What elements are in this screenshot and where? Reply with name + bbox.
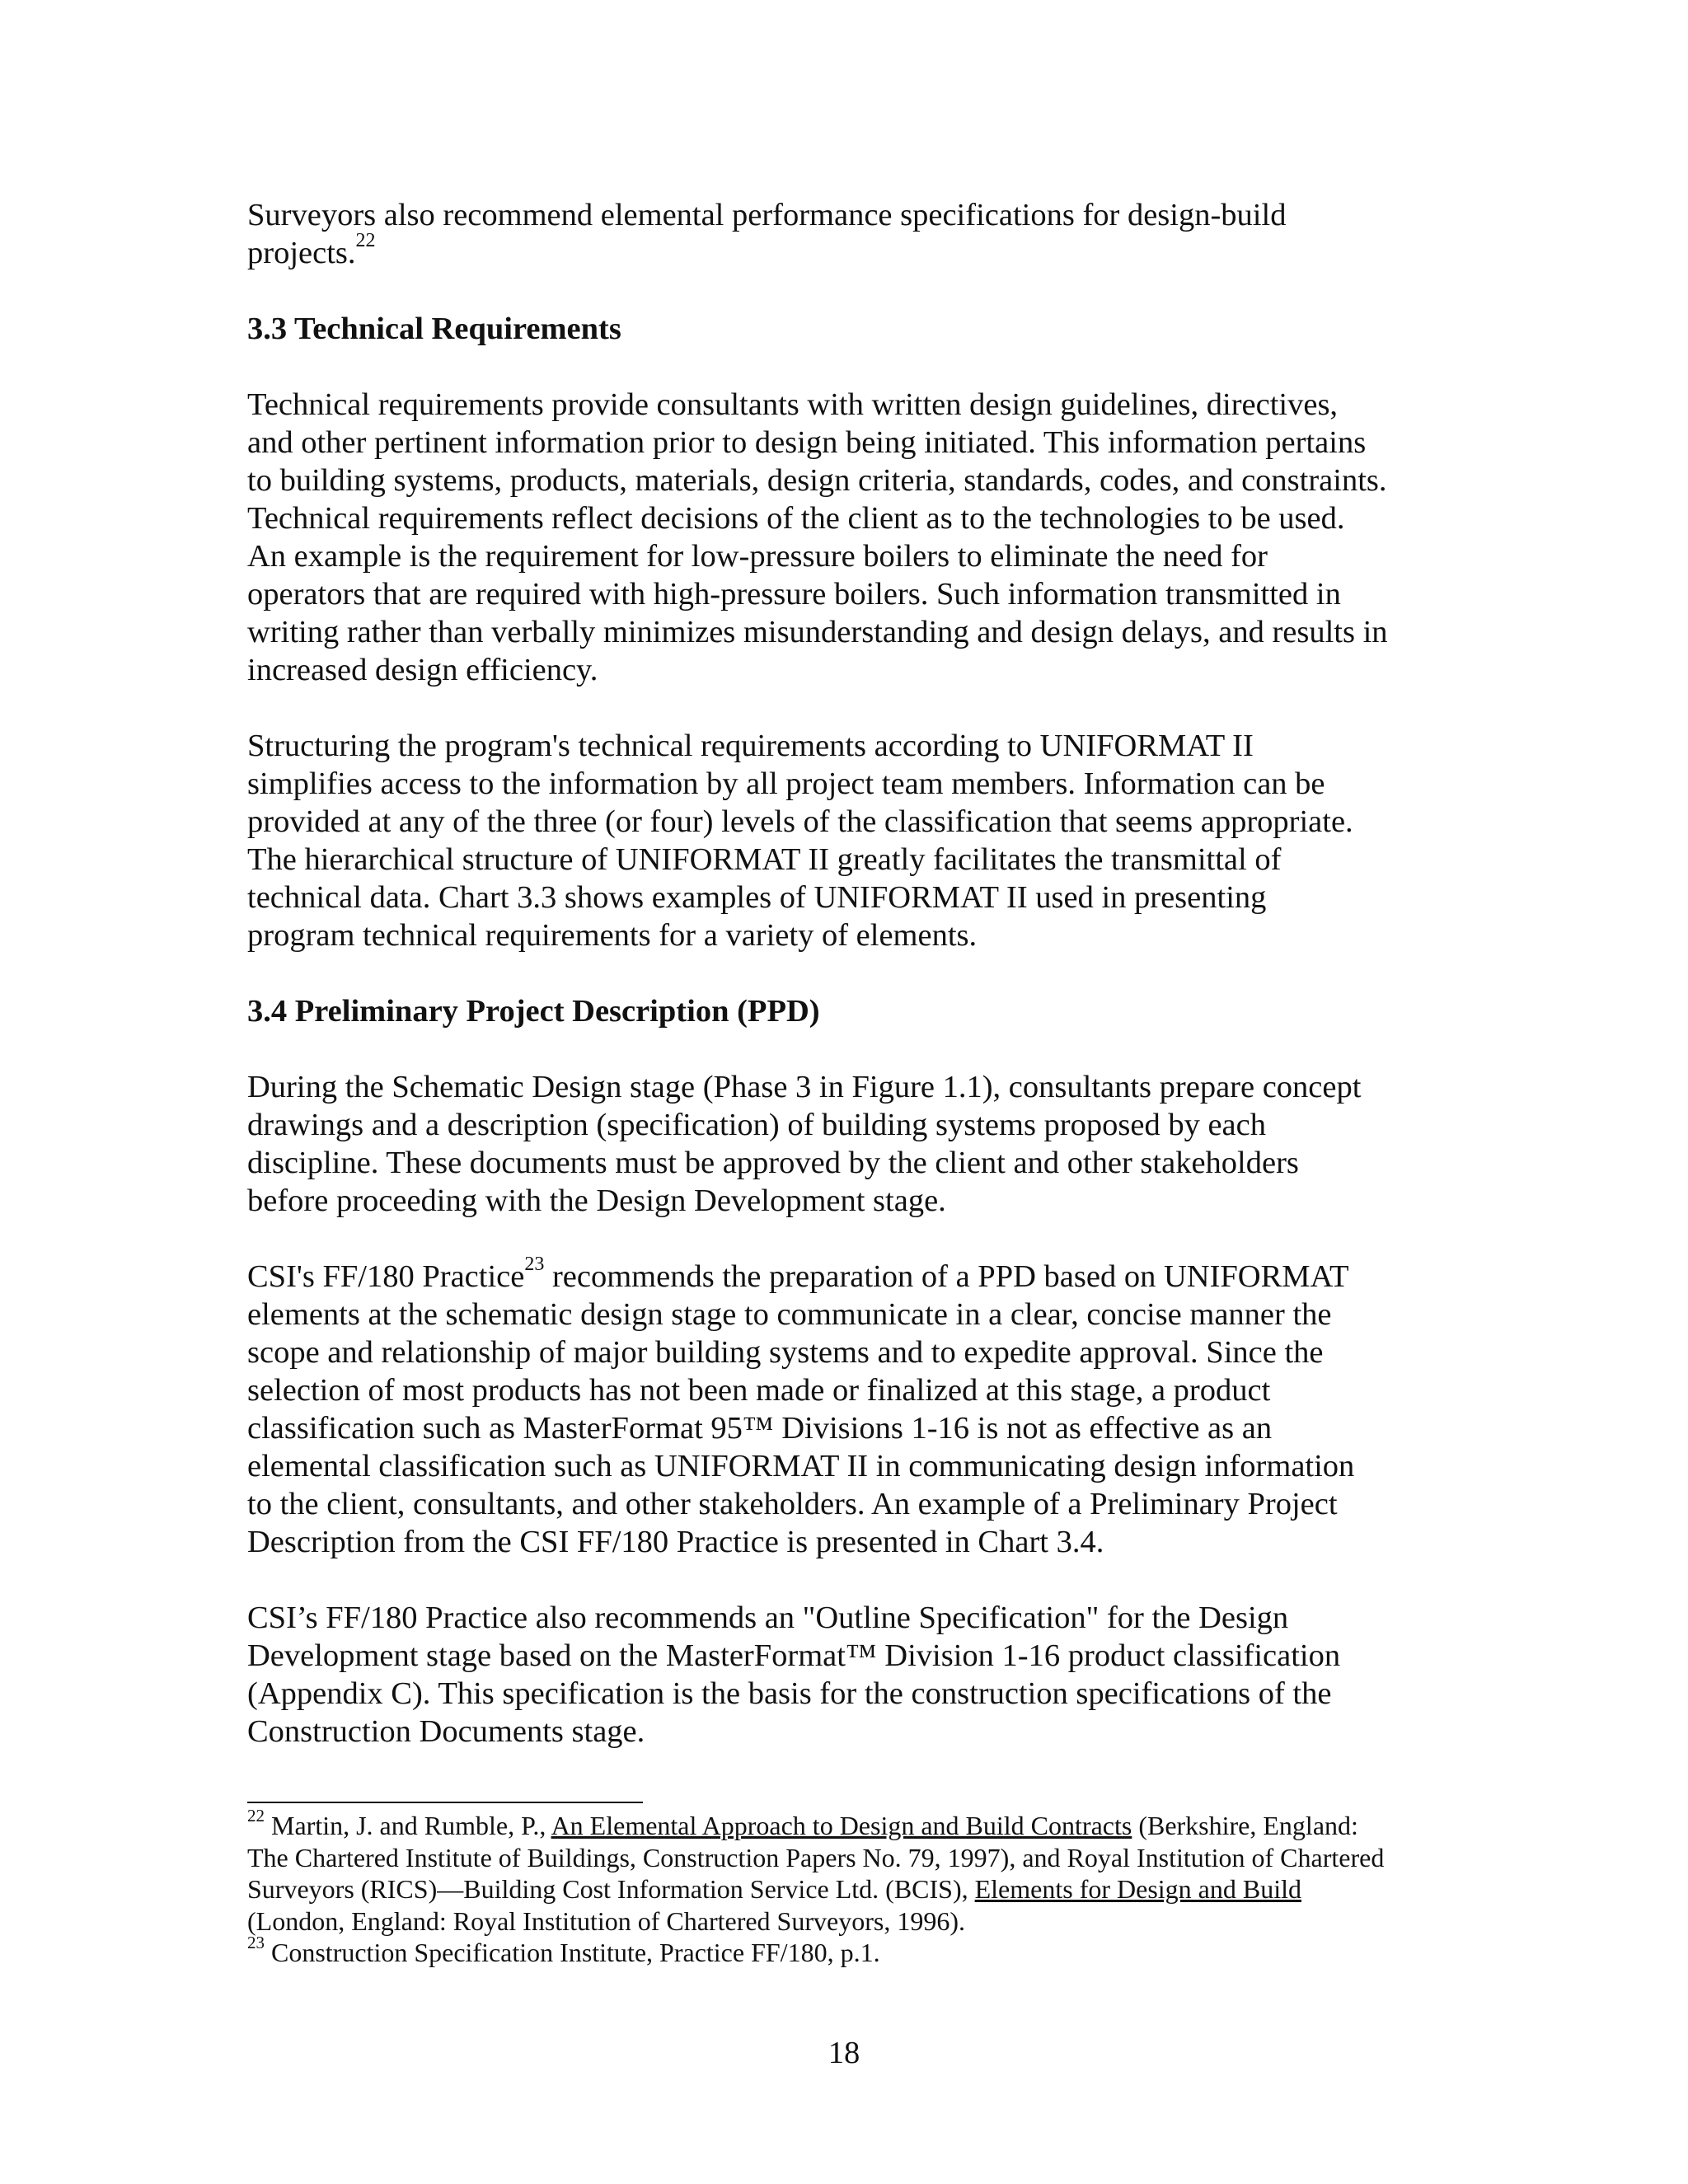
intro-paragraph [247,196,1459,272]
footnote-23 [247,1933,1467,1969]
text-line: elements at the schematic design stage to communicate in a clear, concise manner the [247,1297,1332,1332]
text-line: selection of most products has not been made or finalized at this stage, a product [247,1373,1271,1408]
text-line: elemental classification such as UNIFORMAT II in communicating design information [247,1449,1355,1483]
footnote-line: $^{23}$ Construction Specification Institute, Practice FF/180, p.1. [247,1933,880,1967]
ppd-paragraph-3 [247,1599,1459,1750]
text-line: technical data. Chart 3.3 shows examples of UNIFORMAT II used in presenting [247,880,1267,915]
text-line: discipline. These documents must be approved by the client and other stakeholders [247,1146,1299,1180]
text-line: (Appendix C). This specification is the basis for the construction specifications of the [247,1676,1332,1711]
footnote-separator [247,1802,643,1803]
section-heading-3-4: 3.4 Preliminary Project Description (PPD) [247,994,820,1029]
footnote-line: Surveyors (RICS)—Building Cost Information Service Ltd. (BCIS), Elements for Design and Build [247,1874,1301,1904]
footnote-line: The Chartered Institute of Buildings, Construction Papers No. 79, 1997), and Royal Institution of Chartered [247,1842,1385,1872]
footnotes [247,1806,1467,1969]
text-line: classification such as MasterFormat 95™ Divisions 1-16 is not as effective as an [247,1411,1273,1446]
text-line: increased design efficiency. [247,653,598,687]
text-line: Technical requirements provide consultants with written design guidelines, directives, [247,387,1339,422]
text-line: An example is the requirement for low-pressure boilers to eliminate the need for [247,539,1268,574]
text-line: simplifies access to the information by all project team members. Information can be [247,766,1325,801]
text-line: CSI’s FF/180 Practice also recommends an "Outline Specification" for the Design [247,1601,1289,1635]
footnote-22 [247,1806,1467,1937]
technical-requirements-paragraph-1 [247,386,1459,689]
text-line: Construction Documents stage. [247,1714,645,1749]
text-line: to building systems, products, materials, design criteria, standards, codes, and constraints. [247,463,1387,498]
text-line: Development stage based on the MasterFormat™ Division 1-16 product classification [247,1638,1341,1673]
footnote-number: 23 [247,1933,265,1953]
text-line: writing rather than verbally minimizes misunderstanding and design delays, and results in [247,615,1388,649]
text-line: Technical requirements reflect decisions of the client as to the technologies to be used. [247,501,1345,536]
text-line: drawings and a description (specification) of building systems proposed by each [247,1108,1266,1142]
document-body [247,196,1459,1750]
text-line: During the Schematic Design stage (Phase 3 in Figure 1.1), consultants prepare concept [247,1070,1362,1104]
text-line: The hierarchical structure of UNIFORMAT II greatly facilitates the transmittal of [247,842,1282,877]
technical-requirements-paragraph-2 [247,727,1459,954]
text-line: program technical requirements for a variety of elements. [247,918,978,953]
ppd-paragraph-2 [247,1254,1459,1561]
text-line: Description from the CSI FF/180 Practice is presented in Chart 3.4. [247,1525,1104,1559]
text-line: operators that are required with high-pressure boilers. Such information transmitted in [247,577,1341,612]
footnote-ref-22: 22 [355,230,376,252]
footnote-number: 22 [247,1806,265,1826]
text-line: to the client, consultants, and other stakeholders. An example of a Preliminary Project [247,1487,1338,1521]
cited-title: Elements for Design and Build [974,1874,1301,1904]
page-number: 18 [828,2036,860,2070]
text-line: Structuring the program's technical requirements according to UNIFORMAT II [247,729,1254,763]
text-line: projects.$^{22}$ [247,230,376,270]
section-heading-3-3: 3.3 Technical Requirements [247,312,621,346]
ppd-paragraph-1 [247,1068,1459,1220]
footnote-line: $^{22}$ Martin, J. and Rumble, P., An Elemental Approach to Design and Build Contracts (Berkshire, England: [247,1806,1358,1840]
cited-title: An Elemental Approach to Design and Build Contracts [551,1811,1132,1840]
footnote-ref-23: 23 [524,1254,545,1276]
text-line: before proceeding with the Design Development stage. [247,1183,946,1218]
text-line: provided at any of the three (or four) levels of the classification that seems appropriate. [247,804,1353,839]
text-line: and other pertinent information prior to design being initiated. This information pertains [247,425,1367,460]
text-line: scope and relationship of major building systems and to expedite approval. Since the [247,1335,1324,1370]
text-line: Surveyors also recommend elemental performance specifications for design-build [247,198,1287,232]
footnote-line: (London, England: Royal Institution of Chartered Surveyors, 1996). [247,1905,965,1936]
text-line: CSI's FF/180 Practice$^{23}$ recommends the preparation of a PPD based on UNIFORMAT [247,1254,1349,1294]
